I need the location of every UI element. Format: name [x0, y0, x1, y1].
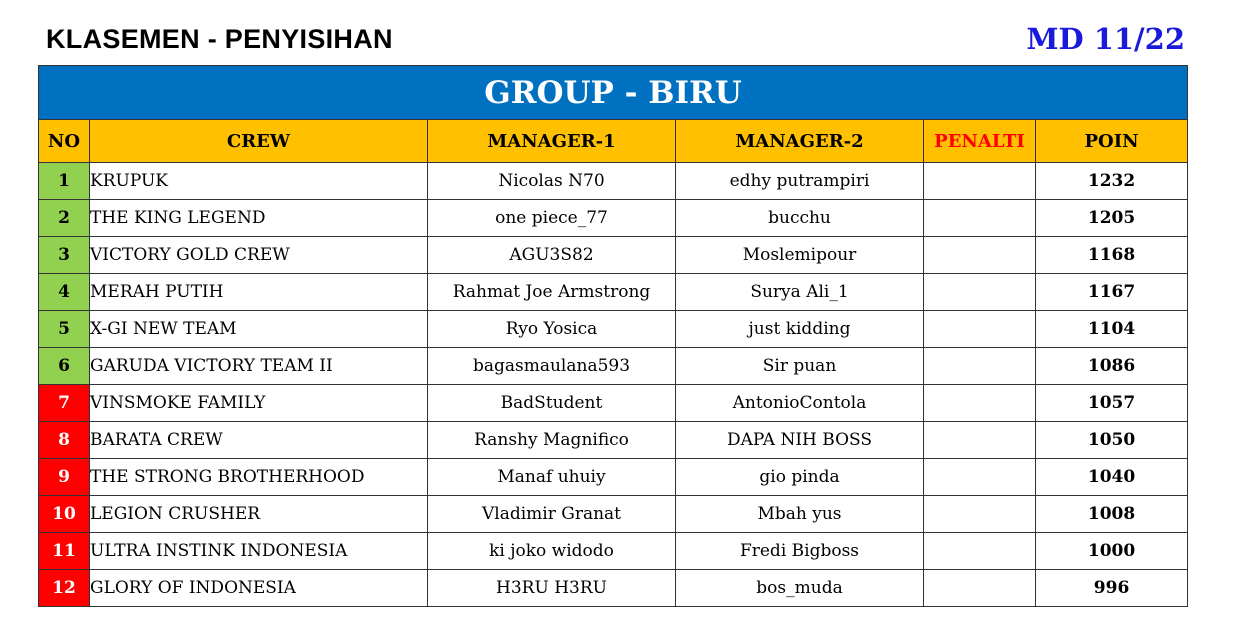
- poin-value: 1205: [1036, 200, 1188, 237]
- rank-number: 4: [39, 274, 90, 311]
- column-header-crew: CREW: [90, 120, 428, 163]
- manager-1-name: Nicolas N70: [428, 163, 676, 200]
- crew-name: X-GI NEW TEAM: [90, 311, 428, 348]
- manager-1-name: Ryo Yosica: [428, 311, 676, 348]
- crew-name: GLORY OF INDONESIA: [90, 570, 428, 607]
- rank-number: 3: [39, 237, 90, 274]
- manager-1-name: Ranshy Magnifico: [428, 422, 676, 459]
- rank-number: 10: [39, 496, 90, 533]
- crew-name: THE KING LEGEND: [90, 200, 428, 237]
- manager-2-name: bucchu: [676, 200, 924, 237]
- penalti-value: [924, 459, 1036, 496]
- poin-value: 1000: [1036, 533, 1188, 570]
- column-header-manager-2: MANAGER-2: [676, 120, 924, 163]
- manager-2-name: AntonioContola: [676, 385, 924, 422]
- table-row: [39, 163, 1188, 200]
- crew-name: ULTRA INSTINK INDONESIA: [90, 533, 428, 570]
- crew-name: KRUPUK: [90, 163, 428, 200]
- manager-1-name: Vladimir Granat: [428, 496, 676, 533]
- column-header-manager-1: MANAGER-1: [428, 120, 676, 163]
- column-header-row: [39, 120, 1188, 163]
- matchday-label: MD 11/22: [1026, 22, 1185, 56]
- standings-body: [39, 163, 1188, 607]
- manager-2-name: edhy putrampiri: [676, 163, 924, 200]
- group-title: GROUP - BIRU: [39, 66, 1188, 120]
- column-header-penalti: PENALTI: [924, 120, 1036, 163]
- table-row: [39, 422, 1188, 459]
- manager-2-name: Mbah yus: [676, 496, 924, 533]
- manager-1-name: AGU3S82: [428, 237, 676, 274]
- penalti-value: [924, 496, 1036, 533]
- table-row: [39, 200, 1188, 237]
- manager-2-name: just kidding: [676, 311, 924, 348]
- manager-1-name: Manaf uhuiy: [428, 459, 676, 496]
- table-row: [39, 348, 1188, 385]
- poin-value: 996: [1036, 570, 1188, 607]
- standings-table: [38, 65, 1188, 607]
- rank-number: 9: [39, 459, 90, 496]
- crew-name: LEGION CRUSHER: [90, 496, 428, 533]
- crew-name: BARATA CREW: [90, 422, 428, 459]
- rank-number: 7: [39, 385, 90, 422]
- crew-name: VICTORY GOLD CREW: [90, 237, 428, 274]
- manager-2-name: gio pinda: [676, 459, 924, 496]
- manager-2-name: Fredi Bigboss: [676, 533, 924, 570]
- manager-1-name: bagasmaulana593: [428, 348, 676, 385]
- table-row: [39, 237, 1188, 274]
- poin-value: 1086: [1036, 348, 1188, 385]
- manager-1-name: Rahmat Joe Armstrong: [428, 274, 676, 311]
- crew-name: MERAH PUTIH: [90, 274, 428, 311]
- penalti-value: [924, 237, 1036, 274]
- manager-2-name: DAPA NIH BOSS: [676, 422, 924, 459]
- penalti-value: [924, 311, 1036, 348]
- manager-2-name: Surya Ali_1: [676, 274, 924, 311]
- manager-1-name: one piece_77: [428, 200, 676, 237]
- poin-value: 1057: [1036, 385, 1188, 422]
- penalti-value: [924, 385, 1036, 422]
- rank-number: 2: [39, 200, 90, 237]
- table-row: [39, 496, 1188, 533]
- rank-number: 5: [39, 311, 90, 348]
- manager-1-name: BadStudent: [428, 385, 676, 422]
- poin-value: 1104: [1036, 311, 1188, 348]
- poin-value: 1008: [1036, 496, 1188, 533]
- rank-number: 11: [39, 533, 90, 570]
- column-header-poin: POIN: [1036, 120, 1188, 163]
- penalti-value: [924, 200, 1036, 237]
- page-title: KLASEMEN - PENYISIHAN: [46, 24, 393, 54]
- poin-value: 1050: [1036, 422, 1188, 459]
- rank-number: 6: [39, 348, 90, 385]
- manager-2-name: bos_muda: [676, 570, 924, 607]
- crew-name: THE STRONG BROTHERHOOD: [90, 459, 428, 496]
- penalti-value: [924, 533, 1036, 570]
- manager-1-name: ki joko widodo: [428, 533, 676, 570]
- column-header-no: NO: [39, 120, 90, 163]
- table-row: [39, 570, 1188, 607]
- table-row: [39, 459, 1188, 496]
- poin-value: 1040: [1036, 459, 1188, 496]
- crew-name: VINSMOKE FAMILY: [90, 385, 428, 422]
- poin-value: 1232: [1036, 163, 1188, 200]
- rank-number: 1: [39, 163, 90, 200]
- table-row: [39, 385, 1188, 422]
- penalti-value: [924, 274, 1036, 311]
- rank-number: 12: [39, 570, 90, 607]
- penalti-value: [924, 348, 1036, 385]
- manager-2-name: Moslemipour: [676, 237, 924, 274]
- penalti-value: [924, 163, 1036, 200]
- manager-1-name: H3RU H3RU: [428, 570, 676, 607]
- poin-value: 1168: [1036, 237, 1188, 274]
- manager-2-name: Sir puan: [676, 348, 924, 385]
- table-row: [39, 274, 1188, 311]
- penalti-value: [924, 570, 1036, 607]
- rank-number: 8: [39, 422, 90, 459]
- table-row: [39, 533, 1188, 570]
- crew-name: GARUDA VICTORY TEAM II: [90, 348, 428, 385]
- penalti-value: [924, 422, 1036, 459]
- table-row: [39, 311, 1188, 348]
- poin-value: 1167: [1036, 274, 1188, 311]
